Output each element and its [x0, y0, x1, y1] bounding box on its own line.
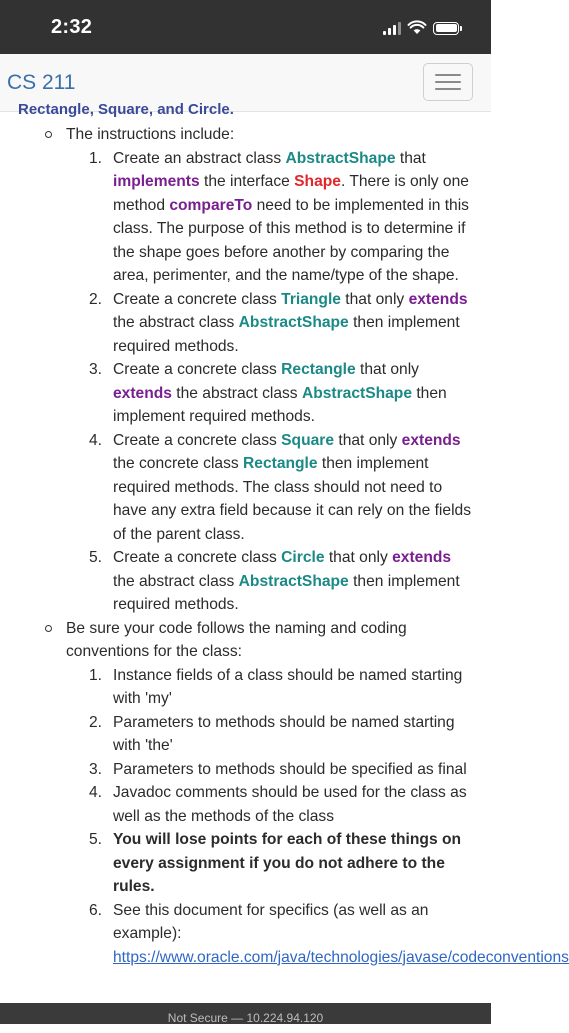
step-text: Create a concrete class — [113, 361, 282, 378]
step-text: then implement required methods. — [113, 384, 447, 425]
rule-text: See this document for specifics (as well as an example): — [113, 901, 429, 942]
rule-number: 3. — [89, 760, 103, 778]
rule-text-warning: You will lose points for each of these things on every assignment if you do not adhere to the rules. — [113, 831, 461, 895]
rule-text: Javadoc comments should be used for the class as well as the methods of the class — [113, 784, 467, 825]
step-text: that only — [340, 290, 409, 308]
status-icons — [383, 19, 459, 37]
rule-number: 4. — [89, 784, 103, 801]
site-title-link[interactable]: CS 211 — [7, 71, 76, 94]
class-keyword: AbstractShape — [301, 384, 413, 402]
battery-icon — [433, 22, 459, 35]
code-conventions-link[interactable]: https://www.oracle.com/java/technologies/javase/codeconventions — [113, 948, 569, 966]
rule-number: 6. — [89, 901, 103, 919]
browser-address-bar[interactable] — [0, 1003, 491, 1024]
step-text: then implement required methods. — [113, 572, 460, 613]
instruction-list — [0, 123, 569, 969]
list-item-conventions — [0, 617, 569, 970]
class-keyword: AbstractShape — [238, 572, 349, 590]
step-text: then implement required methods. The class should not need to have any extra field because it can rely on the fields of the parent class. — [113, 455, 472, 543]
class-keyword: Circle — [281, 549, 325, 566]
rule-item — [66, 781, 471, 828]
class-keyword: Triangle — [281, 290, 341, 308]
step-text: the interface — [199, 173, 295, 190]
step-item — [66, 358, 471, 429]
rule-text: Parameters to methods should be specified as final — [113, 760, 467, 778]
step-text: Create a concrete class — [113, 431, 282, 449]
rule-item — [66, 664, 471, 711]
convention-rules — [66, 664, 569, 970]
page-content — [0, 101, 569, 1003]
rule-number: 1. — [89, 666, 103, 684]
step-text: that only — [334, 431, 402, 449]
rule-number: 5. — [89, 831, 103, 848]
step-text: the abstract class — [113, 572, 239, 590]
step-text: the concrete class — [113, 455, 244, 472]
rule-item — [66, 711, 471, 758]
rule-text: Instance fields of a class should be named starting with 'my' — [113, 666, 463, 707]
class-keyword: AbstractShape — [238, 314, 349, 331]
status-time: 2:32 — [51, 16, 93, 38]
java-keyword: extends — [113, 384, 172, 402]
class-keyword: AbstractShape — [285, 149, 396, 167]
step-text: then implement required methods. — [113, 314, 460, 355]
address-text: Not Secure — 10.224.94.120 — [167, 1011, 324, 1025]
conventions-intro: Be sure your code follows the naming and coding conventions for the class: — [66, 619, 407, 660]
step-number: 3. — [89, 361, 103, 378]
status-bar — [0, 0, 491, 54]
step-text: need to be implemented in this class. The purpose of this method is to determine if the shape goes before another by comparing the area, perimenter, and the name/type of the shape. — [113, 196, 469, 284]
step-item — [66, 546, 471, 617]
class-keyword: Rectangle — [243, 455, 318, 472]
rule-item — [66, 899, 569, 970]
cut-off-text: Rectangle, Square, and Circle. — [18, 101, 234, 118]
step-text: Create a concrete class — [113, 290, 282, 308]
step-text: that — [395, 149, 426, 167]
cellular-signal-icon — [383, 21, 401, 35]
step-number: 5. — [89, 549, 103, 566]
menu-bar-icon — [435, 74, 461, 76]
menu-bar-icon — [435, 81, 461, 83]
instructions-intro: The instructions include: — [66, 126, 235, 143]
wifi-icon — [408, 21, 426, 35]
step-number: 2. — [89, 290, 103, 308]
menu-bar-icon — [435, 88, 461, 90]
interface-keyword: Shape — [294, 173, 341, 190]
rule-item — [66, 758, 471, 782]
step-text: the abstract class — [171, 384, 302, 402]
class-keyword: Square — [281, 431, 335, 449]
instruction-steps — [66, 147, 471, 617]
rule-text: Parameters to methods should be named starting with 'the' — [113, 713, 455, 754]
method-keyword: compareTo — [169, 196, 253, 214]
rule-number: 2. — [89, 713, 103, 731]
java-keyword: extends — [408, 290, 468, 308]
step-text: . There is only one method — [113, 173, 469, 214]
step-number: 1. — [89, 149, 103, 167]
java-keyword: extends — [392, 549, 452, 566]
rule-item — [66, 828, 471, 899]
step-text: Create an abstract class — [113, 149, 286, 167]
list-item-instructions — [0, 123, 491, 617]
step-text: that only — [355, 361, 419, 378]
java-keyword: implements — [113, 173, 200, 190]
class-keyword: Rectangle — [281, 361, 356, 378]
step-item — [66, 147, 471, 288]
hamburger-menu-button[interactable] — [423, 63, 473, 101]
step-item — [66, 288, 471, 359]
step-item — [66, 429, 471, 547]
java-keyword: extends — [401, 431, 461, 449]
step-text: that only — [324, 549, 393, 566]
step-text: Create a concrete class — [113, 549, 282, 566]
step-number: 4. — [89, 431, 103, 449]
step-text: the abstract class — [113, 314, 239, 331]
